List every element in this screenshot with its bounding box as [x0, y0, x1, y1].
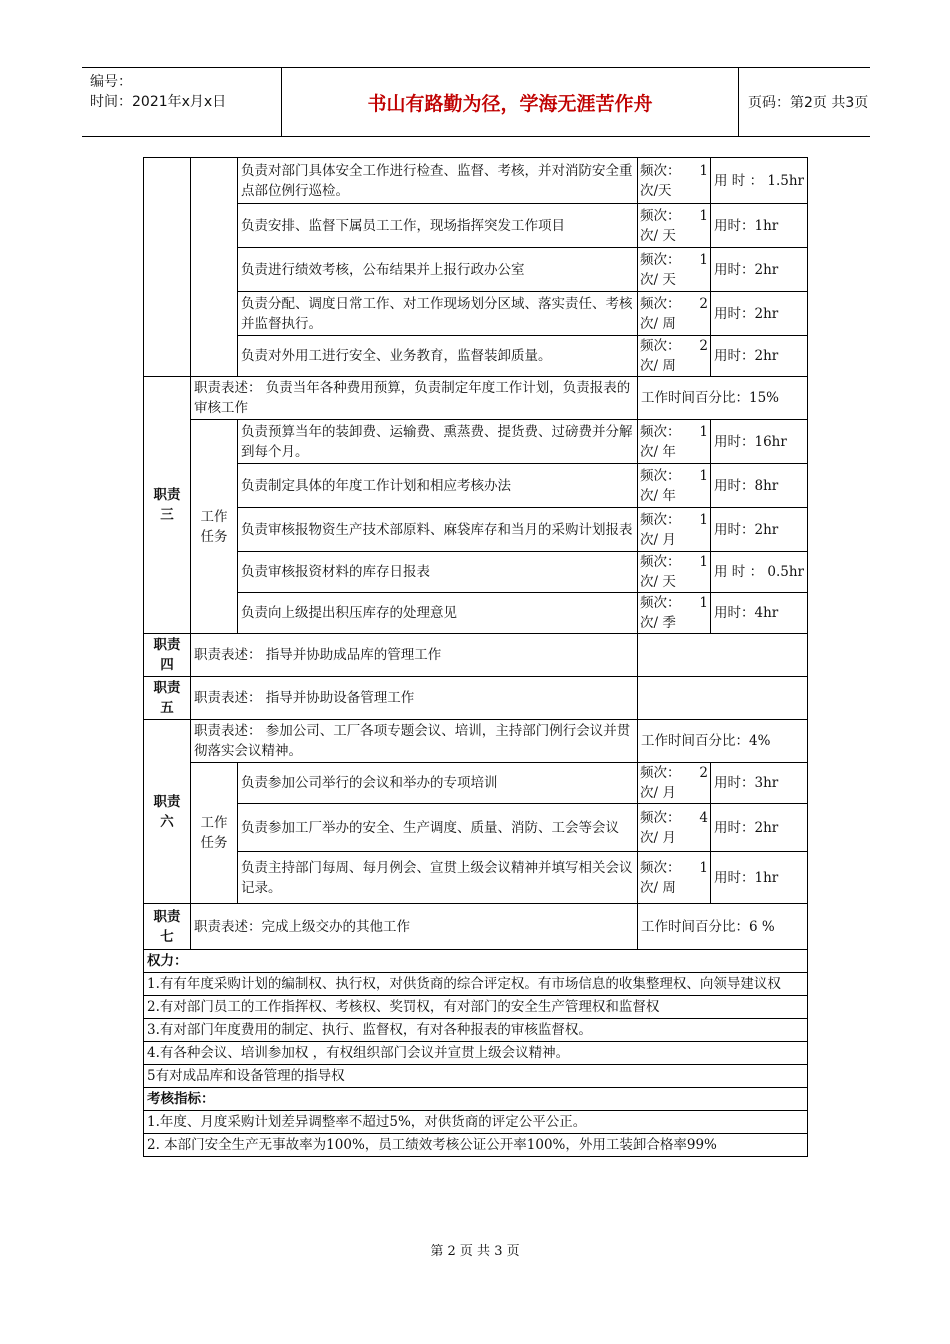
- table-row: [144, 420, 808, 464]
- list-item-text: 1.年度、月度采购计划差异调整率不超过5%，对供货商的评定公平公正。: [144, 1111, 808, 1134]
- frequency-label: 频次：: [640, 859, 681, 876]
- task-text: 负责预算当年的装卸费、运输费、熏蒸费、提货费、过磅费并分解到每个月。: [238, 420, 638, 464]
- frequency-cell: [638, 248, 711, 292]
- frequency-cell: [638, 763, 711, 804]
- section-title: 考核指标：: [144, 1088, 808, 1111]
- frequency-count: 2: [699, 295, 708, 312]
- frequency-count: 2: [699, 338, 708, 354]
- frequency-unit: 次/ 月: [640, 785, 676, 801]
- table-row: [144, 552, 808, 593]
- frequency-cell: [638, 158, 711, 204]
- frequency-unit: 次/ 天: [640, 574, 676, 590]
- duty-desc: 职责表述：完成上级交办的其他工作: [191, 904, 638, 950]
- frequency-label: 频次：: [640, 423, 681, 440]
- task-text: 负责对部门具体安全工作进行检查、监督、考核，并对消防安全重点部位例行巡检。: [238, 158, 638, 204]
- task-label: 工作任务: [191, 420, 238, 634]
- duty-label: 职责四: [144, 634, 191, 677]
- header-date: 时间：2021年x月x日: [90, 94, 227, 110]
- list-item: [144, 973, 808, 996]
- list-item-text: 2. 本部门安全生产无事故率为100%，员工绩效考核公证公开率100%，外用工装卸合格率99%: [144, 1134, 808, 1157]
- list-item-text: 5有对成品库和设备管理的指导权: [144, 1065, 808, 1088]
- frequency-count: 1: [699, 511, 708, 528]
- page-footer: 第 2 页 共 3 页: [430, 1244, 520, 1259]
- time-cell: 用时：2hr: [711, 292, 808, 336]
- task-text: 负责向上级提出积压库存的处理意见: [238, 593, 638, 634]
- time-cell: 用时：2hr: [711, 508, 808, 552]
- frequency-label: 频次：: [640, 595, 681, 611]
- frequency-unit: 次/ 月: [640, 531, 676, 548]
- section-title: 权力：: [144, 950, 808, 973]
- table-row: [144, 336, 808, 377]
- time-cell: 用时：3hr: [711, 763, 808, 804]
- frequency-cell: [638, 464, 711, 508]
- frequency-unit: 次/ 月: [640, 829, 676, 846]
- frequency-unit: 次/ 周: [640, 879, 676, 896]
- frequency-unit: 次/ 年: [640, 487, 676, 504]
- frequency-label: 频次：: [640, 765, 681, 781]
- frequency-cell: [638, 804, 711, 852]
- duty-label: 职责五: [144, 677, 191, 720]
- task-text: 负责参加工厂举办的安全、生产调度、质量、消防、工会等会议: [238, 804, 638, 852]
- table-row: [144, 464, 808, 508]
- duty-desc-row: [144, 720, 808, 763]
- duty-desc-row: [144, 377, 808, 420]
- header-page: 页码：第2页 共3页: [748, 95, 869, 111]
- time-cell: 用时：8hr: [711, 464, 808, 508]
- list-item: [144, 996, 808, 1019]
- frequency-cell: [638, 204, 711, 248]
- frequency-label: 频次：: [640, 554, 681, 570]
- table-row: [144, 292, 808, 336]
- frequency-unit: 次/ 季: [640, 615, 676, 631]
- header-motto: 书山有路勤为径，学海无涯苦作舟: [282, 68, 739, 136]
- frequency-count: 1: [699, 554, 708, 570]
- time-cell: 用时：2hr: [711, 336, 808, 377]
- table-row: [144, 852, 808, 904]
- duty-label-cont: [144, 158, 191, 377]
- frequency-count: 1: [699, 207, 708, 224]
- task-text: 负责安排、监督下属员工工作，现场指挥突发工作项目: [238, 204, 638, 248]
- frequency-cell: [638, 552, 711, 593]
- list-item-text: 1.有有年度采购计划的编制权、执行权，对供货商的综合评定权。有市场信息的收集整理权、向领导建议权: [144, 973, 808, 996]
- duty-desc: 职责表述： 负责当年各种费用预算，负责制定年度工作计划，负责报表的审核工作: [191, 377, 638, 420]
- time-cell: 用时：4hr: [711, 593, 808, 634]
- table-row: [144, 248, 808, 292]
- list-item-text: 2.有对部门员工的工作指挥权、考核权、奖罚权，有对部门的安全生产管理权和监督权: [144, 996, 808, 1019]
- duty-label: 职责六: [144, 720, 191, 904]
- list-item-text: 4.有各种会议、培训参加权 ，有权组织部门会议并宣贯上级会议精神。: [144, 1042, 808, 1065]
- table-row: [144, 158, 808, 204]
- task-label: 工作任务: [191, 763, 238, 904]
- task-text: 负责审核报物资生产技术部原料、麻袋库存和当月的采购计划报表: [238, 508, 638, 552]
- duty-desc: 职责表述： 参加公司、工厂各项专题会议、培训，主持部门例行会议并贯彻落实会议精神。: [191, 720, 638, 763]
- table-row: [144, 593, 808, 634]
- duty-desc-row: [144, 634, 808, 677]
- duty-desc: 职责表述： 指导并协助设备管理工作: [191, 677, 638, 720]
- header-meta: [82, 68, 282, 136]
- frequency-count: 1: [699, 423, 708, 440]
- frequency-label: 频次：: [640, 338, 681, 354]
- duty-table: [143, 157, 808, 1157]
- duty-desc-row: [144, 904, 808, 950]
- time-cell: 用 时 ： 0.5hr: [711, 552, 808, 593]
- frequency-cell: [638, 336, 711, 377]
- list-item: [144, 1042, 808, 1065]
- frequency-cell: [638, 852, 711, 904]
- time-cell: 用时：2hr: [711, 804, 808, 852]
- frequency-label: 频次：: [640, 467, 681, 484]
- time-cell: 用 时 ： 1.5hr: [711, 158, 808, 204]
- frequency-unit: 次/ 周: [640, 315, 676, 332]
- frequency-count: 1: [699, 162, 708, 179]
- time-cell: 用时：1hr: [711, 852, 808, 904]
- duty-percent: 工作时间百分比：15%: [638, 377, 808, 420]
- task-text: 负责参加公司举行的会议和举办的专项培训: [238, 763, 638, 804]
- list-item: [144, 1111, 808, 1134]
- blank-cell: [638, 634, 808, 677]
- list-item: [144, 1019, 808, 1042]
- task-text: 负责对外用工进行安全、业务教育，监督装卸质量。: [238, 336, 638, 377]
- duty-percent: 工作时间百分比：6 %: [638, 904, 808, 950]
- task-text: 负责制定具体的年度工作计划和相应考核办法: [238, 464, 638, 508]
- time-cell: 用时：2hr: [711, 248, 808, 292]
- frequency-label: 频次：: [640, 251, 681, 268]
- section-title-row: [144, 950, 808, 973]
- frequency-label: 频次：: [640, 295, 681, 312]
- frequency-cell: [638, 292, 711, 336]
- frequency-count: 2: [699, 765, 708, 781]
- frequency-cell: [638, 508, 711, 552]
- frequency-label: 频次：: [640, 511, 681, 528]
- task-text: 负责审核报资材料的库存日报表: [238, 552, 638, 593]
- blank-cell: [638, 677, 808, 720]
- frequency-count: 1: [699, 859, 708, 876]
- task-text: 负责分配、调度日常工作、对工作现场划分区域、落实责任、考核并监督执行。: [238, 292, 638, 336]
- frequency-count: 1: [699, 595, 708, 611]
- frequency-unit: 次/ 天: [640, 227, 676, 244]
- frequency-cell: [638, 420, 711, 464]
- page-header: [82, 67, 870, 137]
- frequency-label: 频次：: [640, 162, 681, 179]
- time-cell: 用时：16hr: [711, 420, 808, 464]
- table-row: [144, 804, 808, 852]
- frequency-unit: 次/ 天: [640, 271, 676, 288]
- duty-percent: 工作时间百分比：4%: [638, 720, 808, 763]
- list-item-text: 3.有对部门年度费用的制定、执行、监督权，有对各种报表的审核监督权。: [144, 1019, 808, 1042]
- frequency-unit: 次/天: [640, 182, 672, 199]
- frequency-cell: [638, 593, 711, 634]
- task-text: 负责进行绩效考核，公布结果并上报行政办公室: [238, 248, 638, 292]
- duty-label: 职责三: [144, 377, 191, 634]
- table-row: [144, 508, 808, 552]
- task-label-cont: [191, 158, 238, 377]
- frequency-label: 频次：: [640, 207, 681, 224]
- list-item: [144, 1065, 808, 1088]
- frequency-count: 1: [699, 251, 708, 268]
- frequency-label: 频次：: [640, 809, 681, 826]
- duty-desc-row: [144, 677, 808, 720]
- frequency-count: 4: [699, 809, 708, 826]
- frequency-unit: 次/ 周: [640, 358, 676, 374]
- table-row: [144, 204, 808, 248]
- duty-desc: 职责表述： 指导并协助成品库的管理工作: [191, 634, 638, 677]
- duty-label: 职责七: [144, 904, 191, 950]
- header-number: 编号：: [90, 74, 132, 90]
- task-text: 负责主持部门每周、每月例会、宣贯上级会议精神并填写相关会议记录。: [238, 852, 638, 904]
- frequency-count: 1: [699, 467, 708, 484]
- frequency-unit: 次/ 年: [640, 443, 676, 460]
- section-title-row: [144, 1088, 808, 1111]
- list-item: [144, 1134, 808, 1157]
- time-cell: 用时：1hr: [711, 204, 808, 248]
- table-row: [144, 763, 808, 804]
